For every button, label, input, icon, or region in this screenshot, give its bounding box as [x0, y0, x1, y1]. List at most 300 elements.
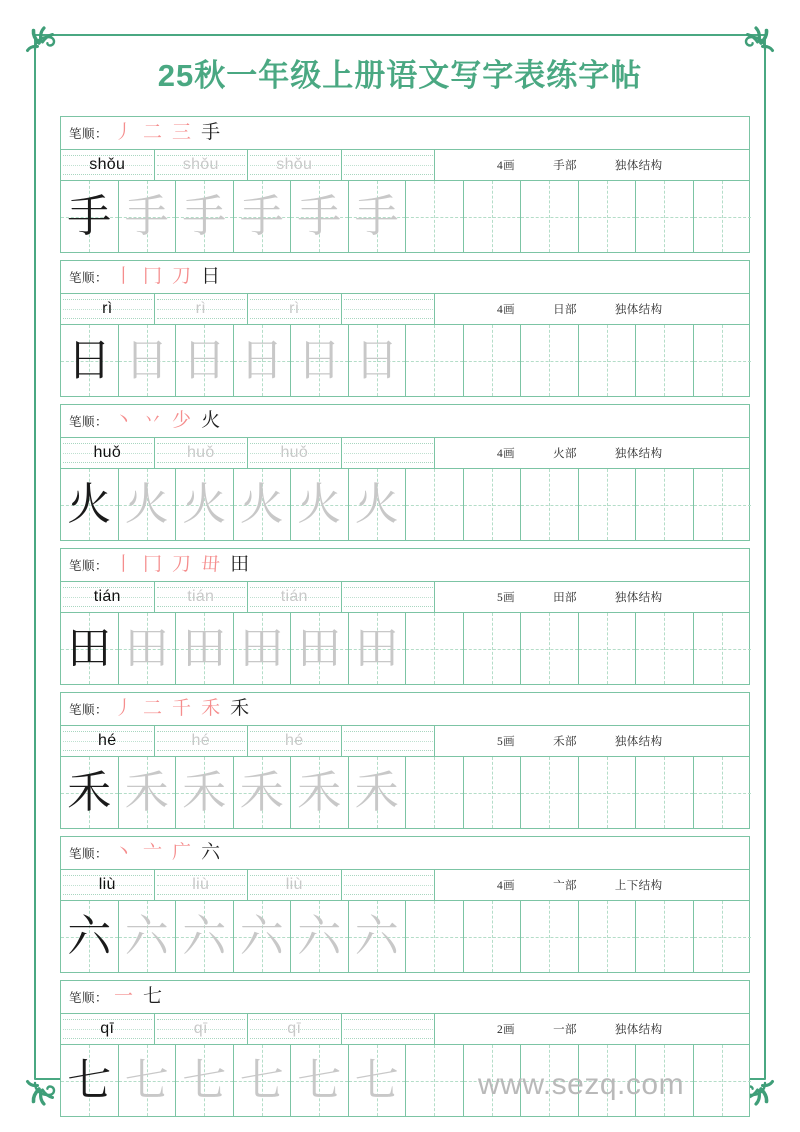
tianzige-cell[interactable]	[349, 613, 407, 684]
pinyin-cell[interactable]	[342, 294, 436, 324]
character-blank	[700, 195, 744, 239]
tianzige-cell[interactable]	[234, 901, 292, 972]
pinyin-cell[interactable]	[155, 726, 249, 756]
character-blank	[585, 771, 629, 815]
character-blank	[700, 771, 744, 815]
character-practice-row	[61, 325, 749, 396]
stroke-order-row	[61, 837, 749, 870]
tianzige-cell[interactable]	[291, 613, 349, 684]
pinyin-blank	[381, 1021, 395, 1037]
stroke-order-step: 火	[201, 409, 221, 431]
character-trace: 田	[297, 623, 342, 673]
character-trace: 日	[297, 335, 342, 385]
character-blank	[527, 627, 571, 671]
tianzige-cell[interactable]	[694, 469, 752, 540]
pinyin-cell[interactable]	[248, 438, 342, 468]
tianzige-cell[interactable]	[406, 325, 464, 396]
character-blank	[470, 195, 514, 239]
character-blank	[412, 339, 456, 383]
character-trace: 日	[182, 335, 227, 385]
tianzige-cell[interactable]	[234, 1045, 292, 1116]
pinyin-cell[interactable]	[342, 1014, 436, 1044]
stroke-order-row	[61, 693, 749, 726]
tianzige-cell[interactable]	[464, 325, 522, 396]
stroke-order-step: 冂	[143, 265, 163, 287]
tianzige-cell[interactable]	[694, 325, 752, 396]
structure-type: 上下结构	[614, 880, 663, 892]
pinyin-trace: shǒu	[276, 156, 313, 173]
character-blank	[412, 771, 456, 815]
tianzige-cell[interactable]	[61, 613, 119, 684]
stroke-order-label: 笔顺：	[69, 559, 109, 573]
tianzige-cell[interactable]	[521, 181, 579, 252]
tianzige-cell[interactable]	[521, 613, 579, 684]
tianzige-cell[interactable]	[636, 325, 694, 396]
tianzige-cell[interactable]	[406, 181, 464, 252]
tianzige-cell[interactable]	[406, 757, 464, 828]
stroke-order-label: 笔顺：	[69, 703, 109, 717]
tianzige-cell[interactable]	[464, 1045, 522, 1116]
tianzige-cell[interactable]	[61, 1045, 119, 1116]
stroke-order-step: 毌	[201, 553, 221, 575]
pinyin-blank	[375, 589, 402, 605]
pinyin-practice-area	[61, 150, 435, 180]
tianzige-cell[interactable]	[119, 757, 177, 828]
tianzige-cell[interactable]	[464, 613, 522, 684]
stroke-order-step: 七	[143, 985, 163, 1007]
tianzige-cell[interactable]	[176, 1045, 234, 1116]
character-trace: 手	[297, 191, 342, 241]
pinyin-cell[interactable]	[155, 294, 249, 324]
stroke-count: 4画	[497, 304, 516, 316]
tianzige-cell[interactable]	[694, 757, 752, 828]
radical-name: 禾部	[553, 736, 577, 748]
character-blank	[642, 195, 686, 239]
tianzige-cell[interactable]	[579, 613, 637, 684]
character-block-list	[60, 116, 750, 1124]
tianzige-cell[interactable]	[176, 901, 234, 972]
pinyin-practice-area	[61, 294, 435, 324]
pinyin-and-info-row	[61, 150, 749, 181]
character-trace: 六	[182, 911, 227, 961]
character-blank	[642, 339, 686, 383]
character-trace: 七	[239, 1055, 284, 1105]
pinyin-blank	[370, 157, 406, 173]
tianzige-cell[interactable]	[579, 901, 637, 972]
pinyin-and-info-row	[61, 582, 749, 613]
character-practice-row	[61, 901, 749, 972]
tianzige-cell[interactable]	[119, 1045, 177, 1116]
pinyin-cell[interactable]	[61, 870, 155, 900]
tianzige-cell[interactable]	[521, 469, 579, 540]
character-blank	[642, 915, 686, 959]
tianzige-cell[interactable]	[579, 757, 637, 828]
pinyin-model: tián	[93, 588, 121, 605]
tianzige-cell[interactable]	[636, 613, 694, 684]
pinyin-cell[interactable]	[248, 582, 342, 612]
stroke-count: 4画	[497, 880, 516, 892]
pinyin-cell[interactable]	[248, 1014, 342, 1044]
character-blank	[470, 627, 514, 671]
tianzige-cell[interactable]	[291, 757, 349, 828]
character-model: 手	[67, 191, 112, 241]
character-blank	[700, 915, 744, 959]
tianzige-cell[interactable]	[521, 325, 579, 396]
character-practice-row	[61, 613, 749, 684]
stroke-count: 5画	[497, 592, 516, 604]
tianzige-cell[interactable]	[579, 325, 637, 396]
character-model: 六	[67, 911, 112, 961]
pinyin-model: rì	[102, 300, 113, 317]
character-blank	[642, 627, 686, 671]
pinyin-practice-area	[61, 726, 435, 756]
character-blank	[470, 483, 514, 527]
character-blank	[585, 1059, 629, 1103]
structure-type: 独体结构	[614, 736, 663, 748]
character-trace: 手	[239, 191, 284, 241]
pinyin-trace: hé	[191, 732, 210, 749]
stroke-order-row	[61, 261, 749, 294]
stroke-order-sequence	[114, 409, 749, 431]
stroke-order-label: 笔顺：	[69, 847, 109, 861]
character-blank	[412, 1059, 456, 1103]
character-model: 日	[67, 335, 112, 385]
character-blank	[585, 627, 629, 671]
pinyin-cell[interactable]	[61, 582, 155, 612]
tianzige-cell[interactable]	[61, 901, 119, 972]
pinyin-cell[interactable]	[155, 870, 249, 900]
tianzige-cell[interactable]	[61, 181, 119, 252]
stroke-order-step: 丶	[114, 841, 134, 863]
stroke-order-sequence	[114, 697, 749, 719]
stroke-order-step: 田	[230, 553, 250, 575]
stroke-order-label: 笔顺：	[69, 991, 109, 1005]
character-trace: 火	[124, 479, 169, 529]
stroke-order-step: 刀	[172, 553, 192, 575]
tianzige-cell[interactable]	[636, 757, 694, 828]
character-trace: 七	[354, 1055, 399, 1105]
pinyin-model: shǒu	[89, 156, 126, 173]
stroke-count: 4画	[497, 448, 516, 460]
character-blank	[585, 915, 629, 959]
tianzige-cell[interactable]	[176, 757, 234, 828]
tianzige-cell[interactable]	[291, 469, 349, 540]
page-title: 25秋一年级上册语文写字表练字帖	[157, 58, 643, 93]
tianzige-cell[interactable]	[636, 181, 694, 252]
character-trace: 禾	[354, 767, 399, 817]
pinyin-model: hé	[98, 732, 117, 749]
character-trace: 禾	[182, 767, 227, 817]
tianzige-cell[interactable]	[234, 469, 292, 540]
stroke-order-step: 一	[114, 985, 134, 1007]
character-blank	[412, 915, 456, 959]
character-blank	[700, 1059, 744, 1103]
stroke-order-step: 禾	[201, 697, 221, 719]
stroke-order-step: 丷	[143, 409, 163, 431]
stroke-order-step: 冂	[143, 553, 163, 575]
pinyin-blank	[379, 733, 397, 749]
stroke-order-step: 手	[201, 121, 221, 143]
stroke-count: 4画	[497, 160, 516, 172]
tianzige-cell[interactable]	[176, 613, 234, 684]
structure-type: 独体结构	[614, 1024, 663, 1036]
tianzige-cell[interactable]	[349, 469, 407, 540]
tianzige-cell[interactable]	[349, 1045, 407, 1116]
character-blank	[470, 339, 514, 383]
tianzige-cell[interactable]	[636, 901, 694, 972]
pinyin-cell[interactable]	[342, 438, 436, 468]
stroke-order-step: 三	[172, 121, 192, 143]
stroke-order-step: 二	[143, 121, 163, 143]
character-practice-row	[61, 181, 749, 252]
character-blank	[700, 483, 744, 527]
pinyin-trace: qī	[193, 1020, 208, 1037]
tianzige-cell[interactable]	[579, 469, 637, 540]
tianzige-cell[interactable]	[349, 325, 407, 396]
pinyin-cell[interactable]	[61, 294, 155, 324]
stroke-order-step: 千	[172, 697, 192, 719]
character-trace: 日	[354, 335, 399, 385]
pinyin-trace: tián	[280, 588, 308, 605]
radical-name: 亠部	[553, 880, 577, 892]
tianzige-cell[interactable]	[61, 757, 119, 828]
character-trace: 日	[239, 335, 284, 385]
character-info	[435, 870, 749, 900]
tianzige-cell[interactable]	[694, 1045, 752, 1116]
character-blank	[412, 483, 456, 527]
character-trace: 六	[354, 911, 399, 961]
pinyin-cell[interactable]	[155, 582, 249, 612]
pinyin-cell[interactable]	[61, 438, 155, 468]
tianzige-cell[interactable]	[234, 181, 292, 252]
character-trace: 火	[354, 479, 399, 529]
tianzige-cell[interactable]	[694, 181, 752, 252]
stroke-order-step: 广	[172, 841, 192, 863]
character-info	[435, 1014, 749, 1044]
character-trace: 禾	[297, 767, 342, 817]
character-practice-row	[61, 469, 749, 540]
tianzige-cell[interactable]	[521, 901, 579, 972]
pinyin-and-info-row	[61, 726, 749, 757]
structure-type: 独体结构	[614, 592, 663, 604]
character-trace: 田	[124, 623, 169, 673]
tianzige-cell[interactable]	[176, 469, 234, 540]
character-blank	[642, 1059, 686, 1103]
pinyin-trace: liù	[285, 876, 303, 893]
tianzige-cell[interactable]	[406, 469, 464, 540]
tianzige-cell[interactable]	[406, 613, 464, 684]
stroke-order-step: 丨	[114, 553, 134, 575]
tianzige-cell[interactable]	[636, 1045, 694, 1116]
tianzige-cell[interactable]	[119, 325, 177, 396]
tianzige-cell[interactable]	[521, 757, 579, 828]
pinyin-cell[interactable]	[342, 726, 436, 756]
tianzige-cell[interactable]	[119, 613, 177, 684]
tianzige-cell[interactable]	[464, 181, 522, 252]
character-blank	[412, 195, 456, 239]
tianzige-cell[interactable]	[119, 181, 177, 252]
tianzige-cell[interactable]	[349, 757, 407, 828]
radical-name: 日部	[553, 304, 577, 316]
pinyin-model: qī	[100, 1020, 115, 1037]
radical-name: 火部	[553, 448, 577, 460]
tianzige-cell[interactable]	[291, 1045, 349, 1116]
pinyin-cell[interactable]	[342, 870, 436, 900]
tianzige-cell[interactable]	[349, 181, 407, 252]
stroke-order-step: 丨	[114, 265, 134, 287]
tianzige-cell[interactable]	[694, 613, 752, 684]
character-model: 田	[67, 623, 112, 673]
stroke-order-sequence	[114, 985, 749, 1007]
character-trace: 手	[354, 191, 399, 241]
pinyin-and-info-row	[61, 294, 749, 325]
character-block	[60, 260, 750, 397]
character-blank	[470, 915, 514, 959]
pinyin-trace: rì	[195, 300, 206, 317]
character-info	[435, 582, 749, 612]
stroke-order-step: 丿	[114, 121, 134, 143]
character-trace: 手	[182, 191, 227, 241]
tianzige-cell[interactable]	[349, 901, 407, 972]
tianzige-cell[interactable]	[119, 901, 177, 972]
tianzige-cell[interactable]	[291, 901, 349, 972]
tianzige-cell[interactable]	[406, 1045, 464, 1116]
tianzige-cell[interactable]	[176, 181, 234, 252]
character-blank	[527, 339, 571, 383]
pinyin-and-info-row	[61, 1014, 749, 1045]
character-trace: 火	[239, 479, 284, 529]
character-trace: 田	[239, 623, 284, 673]
pinyin-cell[interactable]	[61, 726, 155, 756]
character-info	[435, 438, 749, 468]
structure-type: 独体结构	[614, 304, 663, 316]
pinyin-cell[interactable]	[155, 1014, 249, 1044]
character-trace: 火	[297, 479, 342, 529]
character-blank	[470, 771, 514, 815]
character-blank	[700, 339, 744, 383]
radical-name: 一部	[553, 1024, 577, 1036]
character-trace: 七	[124, 1055, 169, 1105]
stroke-order-label: 笔顺：	[69, 271, 109, 285]
stroke-order-step: 二	[143, 697, 163, 719]
character-model: 火	[67, 479, 112, 529]
character-trace: 田	[182, 623, 227, 673]
character-model: 禾	[67, 767, 112, 817]
character-blank	[585, 483, 629, 527]
character-info	[435, 294, 749, 324]
character-blank	[527, 195, 571, 239]
stroke-order-step: 日	[201, 265, 221, 287]
tianzige-cell[interactable]	[464, 901, 522, 972]
character-blank	[527, 483, 571, 527]
character-blank	[642, 771, 686, 815]
stroke-order-row	[61, 981, 749, 1014]
tianzige-cell[interactable]	[464, 757, 522, 828]
pinyin-practice-area	[61, 1014, 435, 1044]
pinyin-cell[interactable]	[155, 150, 249, 180]
pinyin-blank	[380, 877, 397, 893]
character-trace: 六	[297, 911, 342, 961]
pinyin-cell[interactable]	[248, 150, 342, 180]
pinyin-cell[interactable]	[248, 726, 342, 756]
character-trace: 火	[182, 479, 227, 529]
stroke-order-step: 六	[201, 841, 221, 863]
character-trace: 手	[124, 191, 169, 241]
pinyin-trace: huǒ	[186, 444, 215, 461]
character-trace: 禾	[124, 767, 169, 817]
character-block	[60, 404, 750, 541]
pinyin-blank	[374, 445, 402, 461]
tianzige-cell[interactable]	[291, 181, 349, 252]
pinyin-trace: shǒu	[182, 156, 219, 173]
tianzige-cell[interactable]	[694, 901, 752, 972]
character-blank	[700, 627, 744, 671]
tianzige-cell[interactable]	[61, 325, 119, 396]
pinyin-blank	[383, 301, 393, 317]
tianzige-cell[interactable]	[119, 469, 177, 540]
pinyin-cell[interactable]	[248, 870, 342, 900]
tianzige-cell[interactable]	[521, 1045, 579, 1116]
pinyin-and-info-row	[61, 870, 749, 901]
tianzige-cell[interactable]	[406, 901, 464, 972]
tianzige-cell[interactable]	[61, 469, 119, 540]
stroke-order-step: 禾	[230, 697, 250, 719]
stroke-order-row	[61, 549, 749, 582]
tianzige-cell[interactable]	[234, 325, 292, 396]
stroke-order-label: 笔顺：	[69, 127, 109, 141]
stroke-order-step: 丿	[114, 697, 134, 719]
character-blank	[527, 915, 571, 959]
stroke-order-row	[61, 405, 749, 438]
pinyin-model: huǒ	[93, 444, 122, 461]
pinyin-cell[interactable]	[342, 150, 436, 180]
character-trace: 七	[297, 1055, 342, 1105]
site-watermark: www.sezq.com	[478, 1068, 685, 1101]
tianzige-cell[interactable]	[579, 181, 637, 252]
character-block	[60, 116, 750, 253]
pinyin-trace: tián	[187, 588, 215, 605]
stroke-order-row	[61, 117, 749, 150]
character-blank	[585, 339, 629, 383]
character-block	[60, 836, 750, 973]
pinyin-cell[interactable]	[248, 294, 342, 324]
pinyin-cell[interactable]	[61, 1014, 155, 1044]
tianzige-cell[interactable]	[464, 469, 522, 540]
character-trace: 禾	[239, 767, 284, 817]
character-trace: 田	[354, 623, 399, 673]
character-blank	[585, 195, 629, 239]
stroke-order-step: 丶	[114, 409, 134, 431]
tianzige-cell[interactable]	[636, 469, 694, 540]
character-blank	[470, 1059, 514, 1103]
character-block	[60, 692, 750, 829]
tianzige-cell[interactable]	[176, 325, 234, 396]
character-block	[60, 980, 750, 1117]
character-info	[435, 150, 749, 180]
tianzige-cell[interactable]	[291, 325, 349, 396]
tianzige-cell[interactable]	[234, 613, 292, 684]
pinyin-trace: rì	[289, 300, 300, 317]
pinyin-cell[interactable]	[61, 150, 155, 180]
stroke-order-sequence	[114, 841, 749, 863]
tianzige-cell[interactable]	[234, 757, 292, 828]
character-trace: 日	[124, 335, 169, 385]
structure-type: 独体结构	[614, 448, 663, 460]
tianzige-cell[interactable]	[579, 1045, 637, 1116]
pinyin-cell[interactable]	[342, 582, 436, 612]
stroke-order-step: 刀	[172, 265, 192, 287]
pinyin-cell[interactable]	[155, 438, 249, 468]
